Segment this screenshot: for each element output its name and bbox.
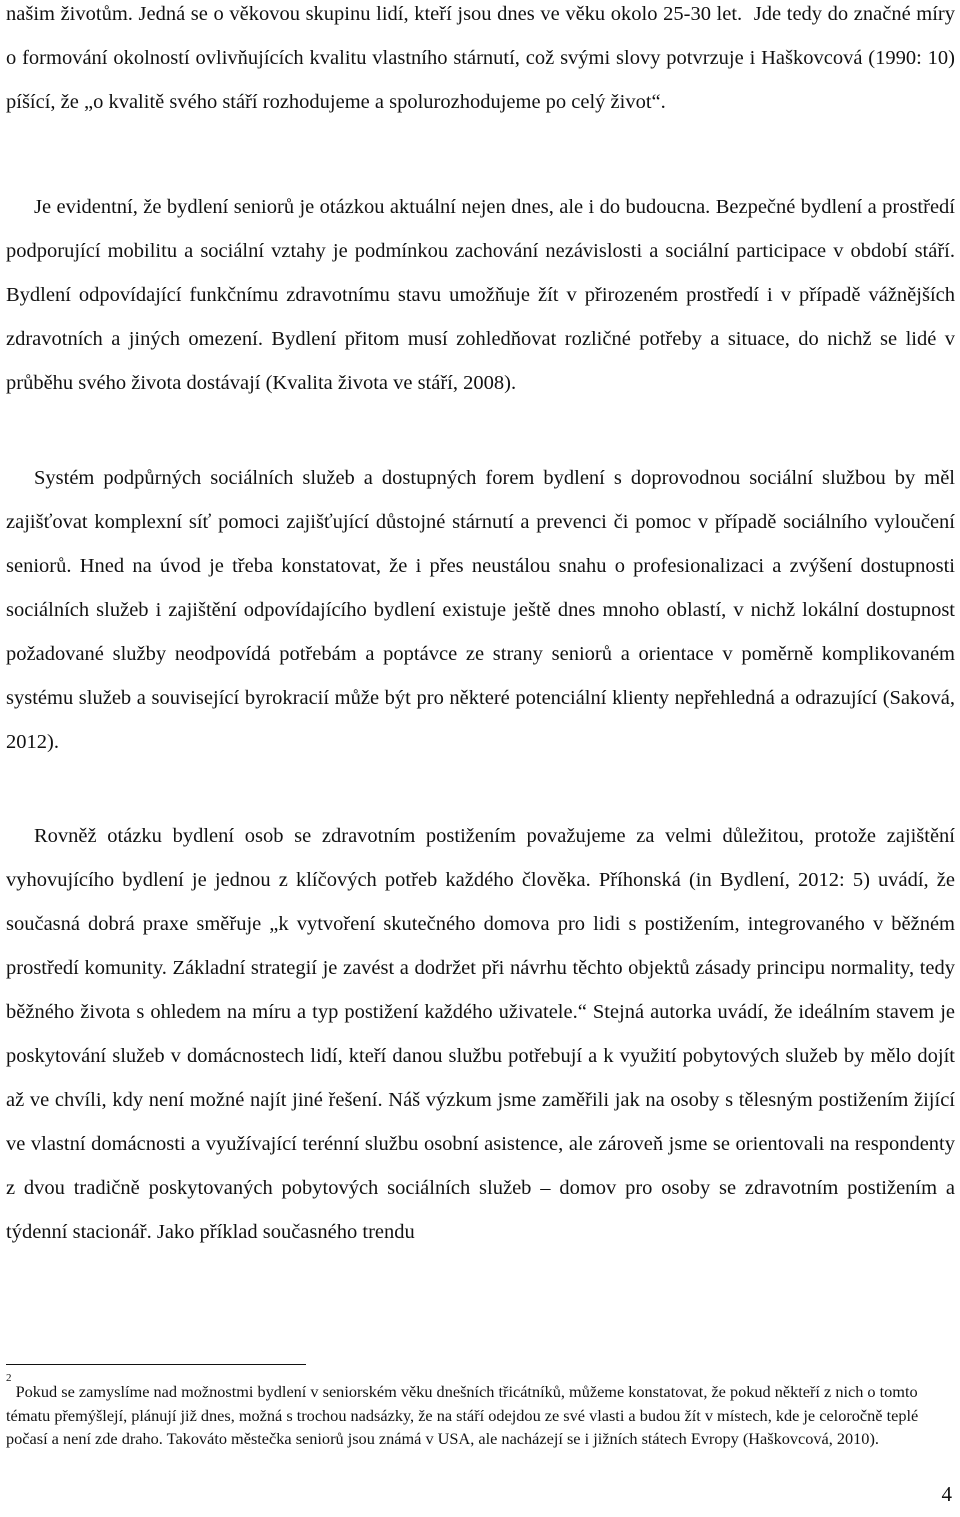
- paragraph-1: [6, 0, 955, 124]
- paragraph-3-text: Systém podpůrných sociálních služeb a dostupných forem bydlení s doprovodnou sociální službou by měl zajišťovat komplexní síť pomoci zajišťující důstojné stárnutí a prevenci či pomoc v případě sociálního vyloučení seniorů. Hned na úvod je třeba konstatovat, že i přes neustálou snahu o profesionalizaci a zvýšení dostupnosti sociálních služeb i zajištění odpovídajícího bydlení existuje ještě dnes mnoho oblastí, v nichž lokální dostupnost požadované služby neodpovídá potřebám a poptávce ze strany seniorů a orientace v poměrně komplikovaném systému služeb a související byrokracií může být pro některé potenciální klienty nepřehledná a odrazující (Saková, 2012).: [6, 467, 955, 753]
- footnote-text: Pokud se zamyslíme nad možnostmi bydlení v seniorském věku dnešních třicátníků, můžeme konstatovat, že pokud někteří z nich o tomto tématu přemýšlejí, plánují již dnes, možná s trochou nadsázky, že na stáří odejdou ze své vlasti a budou žít v místech, kde je celoročně teplé počasí a není zde draho. Takováto městečka seniorů jsou známá v USA, ale nacházejí se i jižních státech Evropy (Haškovcová, 2010).: [6, 1382, 919, 1448]
- footnote-marker: 2: [6, 1372, 12, 1384]
- paragraph-4: [6, 814, 955, 1254]
- paragraph-3: [6, 456, 955, 764]
- paragraph-2-text: Je evidentní, že bydlení seniorů je otázkou aktuální nejen dnes, ale i do budoucna. Bezpečné bydlení a prostředí podporující mobilitu a sociální vztahy je podmínkou zachování nezávislosti a sociální participace v období stáří. Bydlení odpovídající funkčnímu zdravotnímu stavu umožňuje žít v přirozeném prostředí i v případě vážnějších zdravotních a jiných omezení. Bydlení přitom musí zohledňovat rozličné potřeby a situace, do nichž se lidé v průběhu svého života dostávají (Kvalita života ve stáří, 2008).: [6, 196, 955, 394]
- paragraph-1-text-a: našim životům. Jedná se o věkovou skupinu lidí, kteří jsou dnes ve věku okolo 25-30 let.: [6, 3, 743, 25]
- paragraph-4-text: Rovněž otázku bydlení osob se zdravotním postižením považujeme za velmi důležitou, protože zajištění vyhovujícího bydlení je jednou z klíčových potřeb každého člověka. Příhonská (in Bydlení, 2012: 5) uvádí, že současná dobrá praxe směřuje „k vytvoření skutečného domova pro lidi s postižením, integrovaného v běžném prostředí komunity. Základní strategií je zavést a dodržet při návrhu těchto objektů zásady principu normality, tedy běžného života s ohledem na míru a typ postižení každého uživatele.“ Stejná autorka uvádí, že ideálním stavem je poskytování služeb v domácnostech lidí, kteří danou službu potřebují a k využití pobytových služeb by mělo dojít až ve chvíli, kdy není možné najít jiné řešení. Náš výzkum jsme zaměřili jak na osoby s tělesným postižením žijící ve vlastní domácnosti a využívající terénní službu osobní asistence, ale zároveň jsme se orientovali na respondenty z dvou tradičně poskytovaných pobytových sociálních služeb – domov pro osoby se zdravotním postižením a týdenní stacionář. Jako příklad současného trendu: [6, 825, 955, 1243]
- page-number: 4: [941, 1482, 952, 1506]
- footnote-separator: [6, 1364, 306, 1365]
- paragraph-2: [6, 185, 955, 405]
- paragraph-1-text-b: Jde tedy do značné míry o formování okolností ovlivňujících kvalitu vlastního stárnutí, což svými slovy potvrzuje i Haškovcová (1990: 10) píšící, že „o kvalitě svého stáří rozhodujeme a spolurozhodujeme po celý život“.: [6, 3, 956, 113]
- footnote: [6, 1372, 931, 1451]
